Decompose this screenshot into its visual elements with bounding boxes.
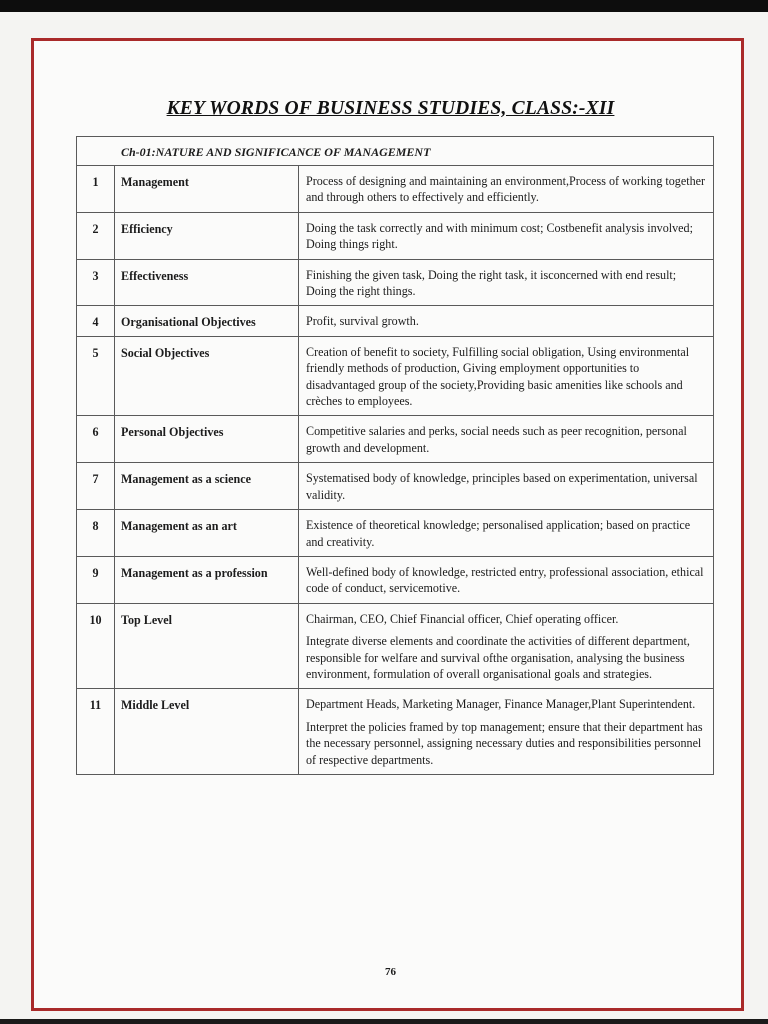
row-number: 7: [77, 463, 115, 510]
keyword-definition: [299, 166, 714, 213]
chapter-row: [77, 137, 714, 166]
table-row: [77, 212, 714, 259]
row-number: 8: [77, 510, 115, 557]
page-frame: [31, 38, 744, 1011]
row-number: 2: [77, 212, 115, 259]
keyword-definition: [299, 463, 714, 510]
keyword-definition: [299, 212, 714, 259]
row-number: 4: [77, 306, 115, 336]
table-row: [77, 336, 714, 416]
definition-paragraph: Interpret the policies framed by top management; ensure that their department has the necessary personnel, assigning necessary duties and responsibilities personnel of respective departments.: [306, 719, 703, 767]
keyword-definition: [299, 336, 714, 416]
keyword-term: Management as a science: [115, 463, 299, 510]
keywords-table: [76, 136, 714, 775]
keyword-term: Management: [115, 166, 299, 213]
keyword-term: Effectiveness: [115, 259, 299, 306]
keyword-term: Social Objectives: [115, 336, 299, 416]
definition-paragraph: Competitive salaries and perks, social needs such as peer recognition, personal growth and development.: [306, 424, 687, 455]
row-number: 9: [77, 556, 115, 603]
bottom-edge: [0, 1019, 768, 1024]
row-number: 6: [77, 416, 115, 463]
definition-paragraph: Well-defined body of knowledge, restricted entry, professional association, ethical code of conduct, servicemotive.: [306, 564, 704, 596]
definition-paragraph: Existence of theoretical knowledge; personalised application; based on practice and creativity.: [306, 518, 691, 549]
table-row: [77, 556, 714, 603]
keyword-term: Organisational Objectives: [115, 306, 299, 336]
keyword-term: Personal Objectives: [115, 416, 299, 463]
keyword-definition: [299, 603, 714, 689]
definition-paragraph: Doing the task correctly and with minimum cost; Costbenefit analysis involved; Doing things right.: [306, 220, 693, 252]
table-row: [77, 306, 714, 336]
keyword-term: Management as an art: [115, 510, 299, 557]
table-row: [77, 603, 714, 689]
top-bar: [0, 0, 768, 12]
keyword-definition: [299, 689, 714, 775]
page-number: 76: [385, 966, 396, 978]
definition-paragraph: Integrate diverse elements and coordinate the activities of different department, responsible for welfare and survival ofthe organisation, analysing the business environment, formulation of overall organisational goals and strategies.: [306, 634, 690, 681]
table-row: [77, 689, 714, 775]
chapter-heading: Ch-01:NATURE AND SIGNIFICANCE OF MANAGEMENT: [77, 137, 714, 166]
table-row: [77, 166, 714, 213]
keyword-definition: [299, 416, 714, 463]
table-row: [77, 510, 714, 557]
definition-paragraph: Finishing the given task, Doing the right task, it isconcerned with end result; Doing the right things.: [306, 267, 677, 299]
definition-paragraph: Creation of benefit to society, Fulfilling social obligation, Using environmental friendly methods of production, Giving employment opportunities to disadvantaged group of the society,Providing basic amenities like schools and crèches to employees.: [306, 344, 690, 409]
keyword-definition: [299, 510, 714, 557]
definition-paragraph: Process of designing and maintaining an environment,Process of working together and through others to effectively and efficiently.: [306, 174, 706, 205]
table-row: [77, 259, 714, 306]
keyword-definition: [299, 306, 714, 336]
row-number: 11: [77, 689, 115, 775]
table-row: [77, 416, 714, 463]
row-number: 10: [77, 603, 115, 689]
row-number: 3: [77, 259, 115, 306]
keyword-definition: [299, 259, 714, 306]
keyword-definition: [299, 556, 714, 603]
row-number: 5: [77, 336, 115, 416]
definition-paragraph: Systematised body of knowledge, principles based on experimentation, universal validity.: [306, 471, 698, 502]
keyword-term: Middle Level: [115, 689, 299, 775]
definition-paragraph: Chairman, CEO, Chief Financial officer, Chief operating officer.: [306, 611, 619, 626]
page-title: KEY WORDS OF BUSINESS STUDIES, CLASS:-XII: [166, 98, 615, 119]
table-row: [77, 463, 714, 510]
keyword-term: Efficiency: [115, 212, 299, 259]
definition-paragraph: Department Heads, Marketing Manager, Finance Manager,Plant Superintendent.: [306, 697, 696, 712]
keywords-table-body: [77, 137, 714, 775]
keyword-term: Management as a profession: [115, 556, 299, 603]
definition-paragraph: Profit, survival growth.: [306, 314, 419, 329]
row-number: 1: [77, 166, 115, 213]
keyword-term: Top Level: [115, 603, 299, 689]
